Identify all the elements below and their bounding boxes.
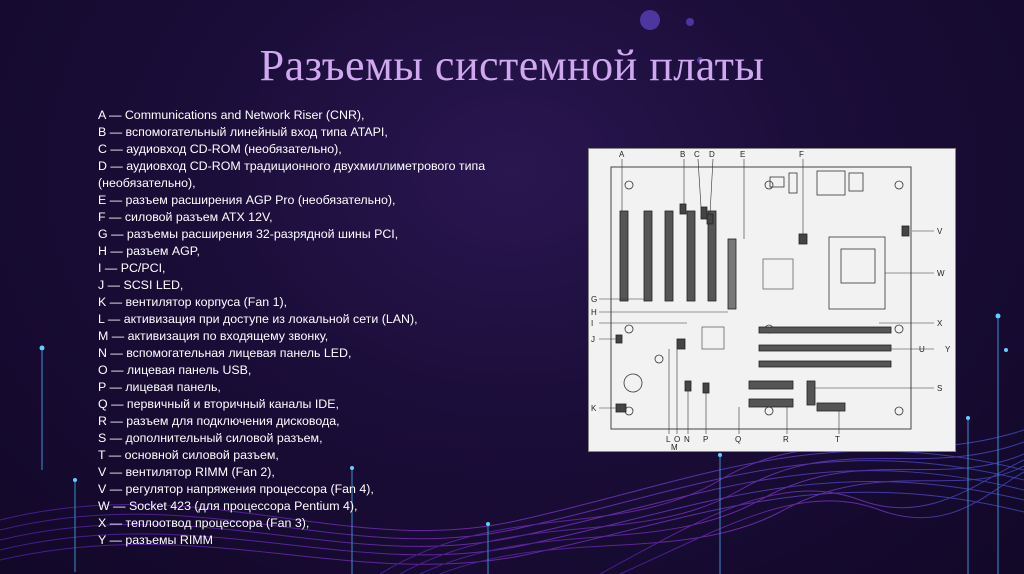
slide-title: Разъемы системной платы xyxy=(259,41,765,90)
label-top: B xyxy=(680,150,686,159)
battery xyxy=(624,374,642,392)
label-bottom: P xyxy=(703,435,709,444)
legend-item: Q — первичный и вторичный каналы IDE, xyxy=(98,397,339,411)
label-right: Y xyxy=(945,345,951,354)
legend-item: V — регулятор напряжения процессора (Fan 4), xyxy=(98,482,374,496)
legend-item: R — разъем для подключения дисковода, xyxy=(98,414,340,428)
label-top: D xyxy=(709,150,715,159)
label-left: H xyxy=(591,308,597,317)
label-top: E xyxy=(740,150,746,159)
rear-io xyxy=(770,171,863,195)
legend-item: S — дополнительный силовой разъем, xyxy=(98,431,323,445)
front-panel-headers xyxy=(677,339,709,393)
label-left: I xyxy=(591,319,594,328)
legend-item: H — разъем AGP, xyxy=(98,244,200,258)
legend-item: T — основной силовой разъем, xyxy=(98,448,279,462)
label-left: K xyxy=(591,404,597,413)
legend-item: C — аудиовход CD-ROM (необязательно), xyxy=(98,142,342,156)
legend-item: D — аудиовход CD-ROM традиционного двухмиллиметрового типа (необязательно), xyxy=(98,159,486,190)
legend-item: Y — разъемы RIMM xyxy=(98,533,213,547)
legend-item: J — SCSI LED, xyxy=(98,278,184,292)
legend-item: V — вентилятор RIMM (Fan 2), xyxy=(98,465,275,479)
legend-item: N — вспомогательная лицевая панель LED, xyxy=(98,346,352,360)
legend-item: O — лицевая панель USB, xyxy=(98,363,252,377)
label-right: V xyxy=(937,227,943,236)
label-right: U xyxy=(919,345,925,354)
label-left: G xyxy=(591,295,598,304)
legend-item: B — вспомогательный линейный вход типа ATAPI, xyxy=(98,125,388,139)
legend-item: W — Socket 423 (для процессора Pentium 4), xyxy=(98,499,358,513)
chipset xyxy=(763,259,793,289)
ide-connectors xyxy=(749,381,845,411)
label-bottom: N xyxy=(684,435,690,444)
legend-item: K — вентилятор корпуса (Fan 1), xyxy=(98,295,288,309)
label-bottom: M xyxy=(671,443,678,451)
legend-item: M — активизация по входящему звонку, xyxy=(98,329,329,343)
label-bottom: Q xyxy=(735,435,742,444)
legend-item: P — лицевая панель, xyxy=(98,380,221,394)
legend-item: X — теплоотвод процессора (Fan 3), xyxy=(98,516,310,530)
label-bottom: L xyxy=(666,435,671,444)
legend-item: A — Communications and Network Riser (CNR), xyxy=(98,108,365,122)
label-left: J xyxy=(591,335,595,344)
legend-item: I — PC/PCI, xyxy=(98,261,166,275)
cpu-socket xyxy=(829,237,885,309)
label-bottom: O xyxy=(674,435,681,444)
rimm-slots xyxy=(759,327,891,367)
label-top: F xyxy=(799,150,804,159)
label-right: W xyxy=(937,269,945,278)
label-right: X xyxy=(937,319,943,328)
legend-item: F — силовой разъем ATX 12V, xyxy=(98,210,273,224)
legend-list xyxy=(98,107,578,549)
pci-slots xyxy=(620,211,716,301)
motherboard-diagram xyxy=(588,148,956,452)
agp-slot xyxy=(728,239,736,309)
io-chip xyxy=(702,327,724,349)
label-right: S xyxy=(937,384,943,393)
board-outline xyxy=(611,167,911,429)
label-bottom: R xyxy=(783,435,789,444)
legend-item: L — активизация при доступе из локальной сети (LAN), xyxy=(98,312,418,326)
legend-item: E — разъем расширения AGP Pro (необязательно), xyxy=(98,193,396,207)
label-top: A xyxy=(619,150,625,159)
label-bottom: T xyxy=(835,435,840,444)
legend-item: G — разъемы расширения 32-разрядной шины PCI, xyxy=(98,227,399,241)
label-top: C xyxy=(694,150,700,159)
